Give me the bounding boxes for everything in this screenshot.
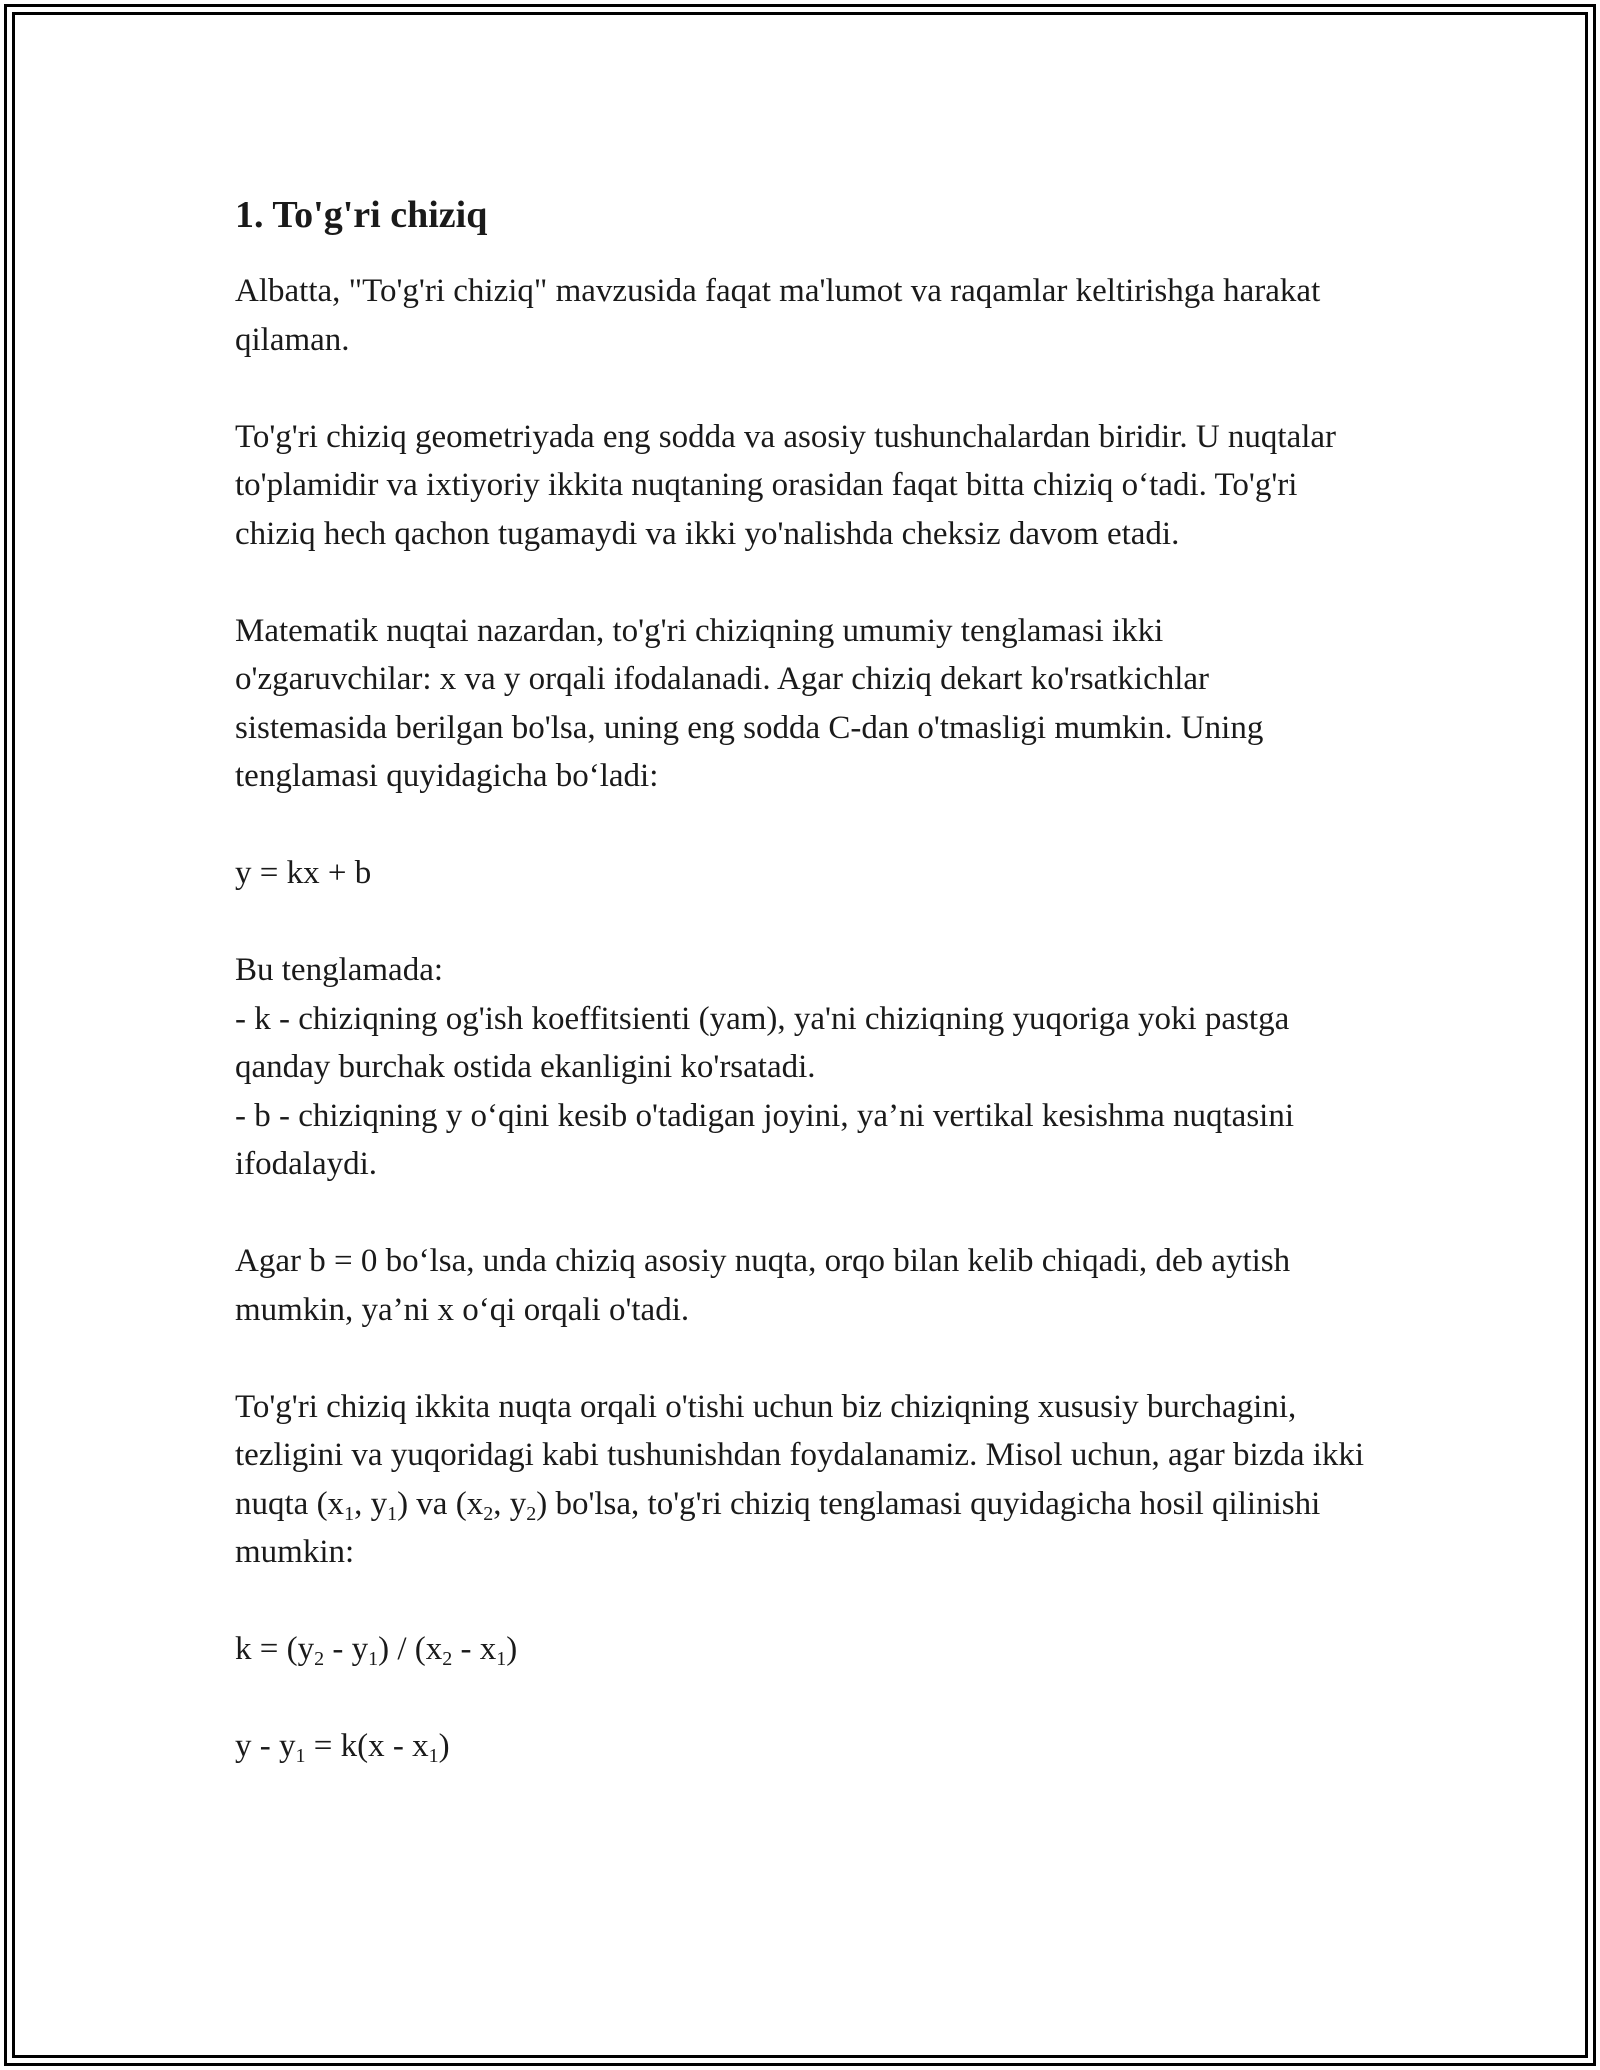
subscript: 1 — [344, 1502, 355, 1525]
subscript: 1 — [387, 1502, 398, 1525]
slope-text-e: ) — [506, 1631, 518, 1667]
subscript: 1 — [428, 1745, 439, 1767]
two-points-text-d: , y — [493, 1485, 527, 1522]
subscript: 2 — [483, 1502, 494, 1525]
terms-intro: Bu tenglamada: — [235, 952, 444, 988]
point-slope-formula — [235, 1722, 1365, 1771]
terms-paragraph — [235, 946, 1365, 1189]
point-form-text-a: y - y — [235, 1728, 296, 1764]
subscript: 2 — [526, 1502, 537, 1525]
subscript: 2 — [314, 1648, 325, 1670]
b-zero-paragraph: Agar b = 0 bo‘lsa, unda chiziq asosiy nuqta, orqo bilan kelib chiqadi, deb aytish mumkin, ya’ni x o‘qi orqali o'tadi. — [235, 1243, 1291, 1328]
term-b: - b - chiziqning y o‘qini kesib o'tadigan joyini, ya’ni vertikal kesishma nuqtasini ifodalaydi. — [235, 1097, 1294, 1182]
subscript: 1 — [496, 1648, 507, 1670]
document-body — [235, 185, 1365, 1819]
slope-text-b: - y — [324, 1631, 369, 1667]
point-form-text-c: ) — [438, 1728, 450, 1764]
slope-text-a: k = (y — [235, 1631, 315, 1667]
slope-formula — [235, 1625, 1365, 1674]
definition-paragraph: To'g'ri chiziq geometriyada eng sodda va asosiy tushunchalardan biridir. U nuqtalar to'plamidir va ixtiyoriy ikkita nuqtaning orasidan faqat bitta chiziq o‘tadi. To'g'ri chiziq hech qachon tugamaydi va ikki yo'nalishda cheksiz davom etadi. — [235, 418, 1337, 552]
math-paragraph: Matematik nuqtai nazardan, to'g'ri chiziqning umumiy tenglamasi ikki o'zgaruvchilar: x va y orqali ifodalanadi. Agar chiziq dekart ko'rsatkichlar sistemasida berilgan bo'lsa, uning eng sodda C-dan o'tmasligi mumkin. Uning tenglamasi quyidagicha bo‘ladi: — [235, 612, 1264, 794]
slope-text-c: ) / (x — [378, 1631, 443, 1667]
intro-paragraph: Albatta, "To'g'ri chiziq" mavzusida faqat ma'lumot va raqamlar keltirishga harakat qilaman. — [235, 273, 1321, 358]
two-points-text-a: To'g'ri chiziq ikkita nuqta orqali o'tishi uchun biz chiziqning xususiy burchagini, tezligini va yuqoridagi kabi tushunishdan foydalanamiz. Misol uchun, agar bizda ikki nuqta (x — [235, 1388, 1365, 1522]
two-points-text-c: ) va (x — [397, 1485, 484, 1522]
subscript: 2 — [442, 1648, 453, 1670]
term-k: - k - chiziqning og'ish koeffitsienti (yam), ya'ni chiziqning yuqoriga yoki pastga qanday burchak ostida ekanligini ko'rsatadi. — [235, 1000, 1290, 1085]
two-points-text-e: ) bo'lsa, to'g'ri chiziq tenglamasi quyidagicha hosil qilinishi mumkin: — [235, 1485, 1321, 1570]
section-heading: 1. To'g'ri chiziq — [235, 194, 488, 236]
subscript: 1 — [295, 1745, 306, 1767]
equation-line: y = kx + b — [235, 855, 372, 891]
point-form-text-b: = k(x - x — [305, 1728, 429, 1764]
subscript: 1 — [368, 1648, 379, 1670]
two-points-paragraph — [235, 1383, 1365, 1577]
slope-text-d: - x — [452, 1631, 497, 1667]
two-points-text-b: , y — [354, 1485, 388, 1522]
